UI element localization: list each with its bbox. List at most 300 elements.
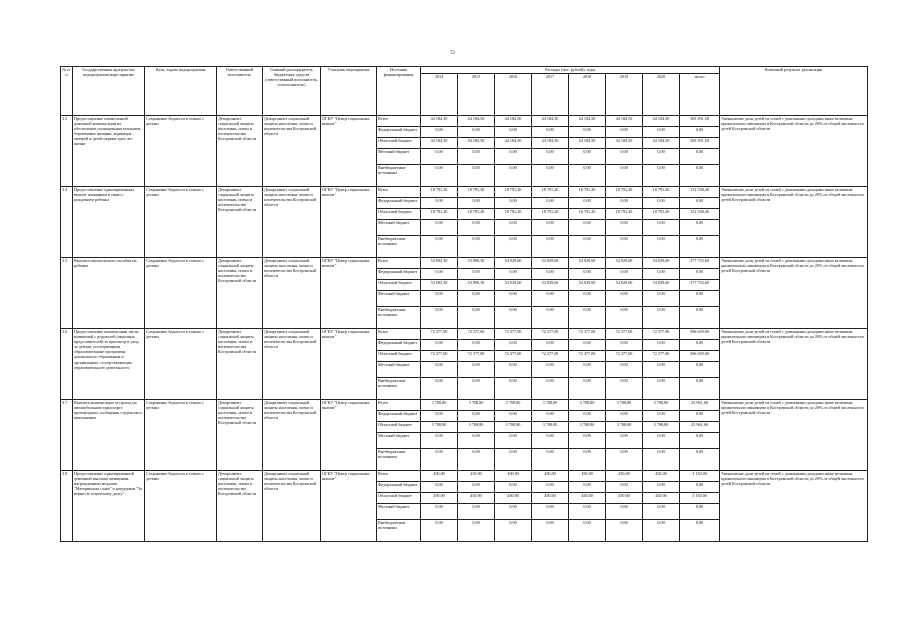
value-cell: 0,00 <box>643 198 680 209</box>
value-cell: 0,00 <box>532 291 569 307</box>
value-cell: 0,00 <box>643 291 680 307</box>
value-cell: 450,00 <box>532 471 569 482</box>
value-cell: 0,00 <box>495 504 532 520</box>
value-cell: 3 708,80 <box>458 400 495 411</box>
value-cell: 3 150,00 <box>680 471 720 482</box>
header-year: 2017 <box>532 74 569 116</box>
source-label: Всего <box>377 471 421 482</box>
row-goal: Сохранение бедности в семьях с детьми <box>145 400 217 471</box>
header-participant: Участник мероприятия <box>321 67 377 116</box>
value-cell: 53 693,30 <box>421 258 458 269</box>
value-cell: 450,00 <box>569 493 606 504</box>
value-cell: 18 791,20 <box>569 187 606 198</box>
value-cell: 0,00 <box>458 291 495 307</box>
value-cell: 0,00 <box>606 220 643 236</box>
row-executor: Департамент социальной защиты населения, опеки и попечительства Костромской области <box>217 400 263 471</box>
value-cell: 0,00 <box>643 269 680 280</box>
value-cell: 54 029,60 <box>569 280 606 291</box>
value-cell: 450,00 <box>643 493 680 504</box>
value-cell: 18 791,20 <box>458 209 495 220</box>
value-cell: 0,00 <box>532 340 569 351</box>
value-cell: 0,00 <box>569 236 606 258</box>
row-goal: Сохранение бедности в семьях с детьми <box>145 258 217 329</box>
value-cell: 0,00 <box>421 520 458 542</box>
row-participant: ОГКУ "Центр социальных выплат" <box>321 187 377 258</box>
value-cell: 0,00 <box>643 482 680 493</box>
value-cell: 0,00 <box>421 269 458 280</box>
table-row <box>61 116 868 127</box>
value-cell: 0,00 <box>458 504 495 520</box>
value-cell: 72 377,00 <box>421 329 458 340</box>
value-cell: 18 791,20 <box>569 209 606 220</box>
value-cell: 0,00 <box>495 520 532 542</box>
value-cell: 0,00 <box>606 307 643 329</box>
value-cell: 0,00 <box>421 291 458 307</box>
value-cell: 450,00 <box>606 493 643 504</box>
value-cell: 54 029,60 <box>532 280 569 291</box>
row-result: Уменьшение доли детей из семей с денежными доходами ниже величины прожиточного минимума в Костромской области до 20% от общей численности детей Костромской области <box>720 116 868 187</box>
row-participant: ОГКУ "Центр социальных выплат" <box>321 258 377 329</box>
source-label: Всего <box>377 400 421 411</box>
row-manager: Департамент социальной защиты населения, опеки и попечительства Костромской области <box>263 258 321 329</box>
header-source: Источник финансирования <box>377 67 421 116</box>
value-cell: 44 184,50 <box>532 138 569 149</box>
value-cell: 44 184,50 <box>643 116 680 127</box>
source-label: Областной бюджет <box>377 209 421 220</box>
value-cell: 0,00 <box>458 433 495 449</box>
value-cell: 0,00 <box>606 291 643 307</box>
value-cell: 0,00 <box>643 520 680 542</box>
value-cell: 0,00 <box>532 504 569 520</box>
value-cell: 131 538,40 <box>680 187 720 198</box>
header-goal: Цель, задача подпрограммы <box>145 67 217 116</box>
value-cell: 18 791,20 <box>495 209 532 220</box>
value-cell: 450,00 <box>532 493 569 504</box>
value-cell: 3 708,80 <box>643 400 680 411</box>
value-cell: 0,00 <box>680 362 720 378</box>
value-cell: 3 708,80 <box>606 400 643 411</box>
value-cell: 450,00 <box>569 471 606 482</box>
source-label: Внебюджетные источники <box>377 236 421 258</box>
value-cell: 0,00 <box>458 307 495 329</box>
value-cell: 44 184,50 <box>643 138 680 149</box>
row-participant: ОГКУ "Центр социальных выплат" <box>321 329 377 400</box>
value-cell: 0,00 <box>643 236 680 258</box>
header-year: 2019 <box>606 74 643 116</box>
value-cell: 0,00 <box>532 482 569 493</box>
row-number: 3.8 <box>61 471 73 542</box>
value-cell: 0,00 <box>495 411 532 422</box>
value-cell: 0,00 <box>421 236 458 258</box>
value-cell: 0,00 <box>643 449 680 471</box>
value-cell: 0,00 <box>643 149 680 165</box>
page-number: 72 <box>450 51 455 56</box>
value-cell: 0,00 <box>495 236 532 258</box>
value-cell: 3 150,00 <box>680 493 720 504</box>
row-manager: Департамент социальной защиты населения, опеки и попечительства Костромской области <box>263 329 321 400</box>
value-cell: 450,00 <box>458 493 495 504</box>
value-cell: 0,00 <box>606 165 643 187</box>
value-cell: 0,00 <box>606 411 643 422</box>
value-cell: 506 639,00 <box>680 351 720 362</box>
value-cell: 44 184,50 <box>606 138 643 149</box>
value-cell: 0,00 <box>532 449 569 471</box>
source-label: Внебюджетные источники <box>377 449 421 471</box>
value-cell: 0,00 <box>569 433 606 449</box>
header-year: 2018 <box>569 74 606 116</box>
value-cell: 0,00 <box>606 520 643 542</box>
row-program: Выплата компенсации за проезд на автомобильном транспорте пригородного сообщения студентам и школьникам <box>73 400 145 471</box>
row-number: 3.6 <box>61 329 73 400</box>
row-program: Предоставление единовременной денежной выплаты женщинам, награжденным медалью "Материнская слава" и нагрудным "За верность отцовскому долгу" <box>73 471 145 542</box>
value-cell: 0,00 <box>643 378 680 400</box>
row-executor: Департамент социальной защиты населения, опеки и попечительства Костромской области <box>217 471 263 542</box>
value-cell: 72 377,00 <box>643 351 680 362</box>
row-executor: Департамент социальной защиты населения, опеки и попечительства Костромской области <box>217 116 263 187</box>
value-cell: 0,00 <box>421 307 458 329</box>
value-cell: 54 029,60 <box>606 280 643 291</box>
value-cell: 18 791,20 <box>532 209 569 220</box>
value-cell: 72 377,00 <box>569 329 606 340</box>
value-cell: 0,00 <box>680 198 720 209</box>
value-cell: 450,00 <box>421 471 458 482</box>
table-row <box>61 187 868 198</box>
value-cell: 25 961,60 <box>680 400 720 411</box>
value-cell: 0,00 <box>569 482 606 493</box>
source-label: Местный бюджет <box>377 362 421 378</box>
source-label: Областной бюджет <box>377 493 421 504</box>
value-cell: 0,00 <box>532 165 569 187</box>
row-manager: Департамент социальной защиты населения, опеки и попечительства Костромской области <box>263 471 321 542</box>
header-expenses: Расходы (тыс. рублей), годы <box>421 67 720 74</box>
value-cell: 0,00 <box>680 449 720 471</box>
row-executor: Департамент социальной защиты населения, опеки и попечительства Костромской области <box>217 258 263 329</box>
row-participant: ОГКУ "Центр социальных выплат" <box>321 471 377 542</box>
table-row <box>61 329 868 340</box>
header-result: Конечный результат реализации <box>720 67 868 116</box>
value-cell: 0,00 <box>680 291 720 307</box>
table-body <box>61 116 868 542</box>
value-cell: 0,00 <box>680 520 720 542</box>
value-cell: 0,00 <box>680 340 720 351</box>
value-cell: 0,00 <box>458 449 495 471</box>
value-cell: 450,00 <box>421 493 458 504</box>
value-cell: 54 029,60 <box>606 258 643 269</box>
value-cell: 0,00 <box>680 220 720 236</box>
value-cell: 44 184,50 <box>569 138 606 149</box>
value-cell: 0,00 <box>458 378 495 400</box>
row-number: 3.7 <box>61 400 73 471</box>
value-cell: 72 377,00 <box>458 329 495 340</box>
value-cell: 0,00 <box>680 165 720 187</box>
header-year-total: итого <box>680 74 720 116</box>
value-cell: 0,00 <box>421 362 458 378</box>
value-cell: 0,00 <box>606 269 643 280</box>
value-cell: 0,00 <box>495 127 532 138</box>
value-cell: 0,00 <box>532 149 569 165</box>
value-cell: 0,00 <box>458 340 495 351</box>
value-cell: 18 791,20 <box>606 187 643 198</box>
value-cell: 44 184,50 <box>458 138 495 149</box>
source-label: Всего <box>377 116 421 127</box>
value-cell: 0,00 <box>606 127 643 138</box>
value-cell: 0,00 <box>569 127 606 138</box>
value-cell: 0,00 <box>606 433 643 449</box>
value-cell: 0,00 <box>643 340 680 351</box>
value-cell: 0,00 <box>421 449 458 471</box>
source-label: Внебюджетные источники <box>377 165 421 187</box>
value-cell: 54 029,60 <box>495 280 532 291</box>
value-cell: 54 029,60 <box>643 258 680 269</box>
value-cell: 0,00 <box>532 433 569 449</box>
source-label: Местный бюджет <box>377 504 421 520</box>
value-cell: 25 961,60 <box>680 422 720 433</box>
value-cell: 0,00 <box>532 362 569 378</box>
value-cell: 0,00 <box>569 220 606 236</box>
value-cell: 0,00 <box>532 520 569 542</box>
value-cell: 0,00 <box>495 362 532 378</box>
value-cell: 0,00 <box>495 165 532 187</box>
table-row <box>61 400 868 411</box>
value-cell: 0,00 <box>680 482 720 493</box>
value-cell: 0,00 <box>458 149 495 165</box>
value-cell: 0,00 <box>606 482 643 493</box>
row-result: Уменьшение доли детей из семей с денежными доходами ниже величины прожиточного минимума в Костромской области до 20% от общей численности детей Костромской области <box>720 329 868 400</box>
value-cell: 0,00 <box>643 433 680 449</box>
value-cell: 0,00 <box>458 220 495 236</box>
value-cell: 44 184,50 <box>606 116 643 127</box>
value-cell: 0,00 <box>495 149 532 165</box>
source-label: Федеральный бюджет <box>377 198 421 209</box>
value-cell: 0,00 <box>569 411 606 422</box>
value-cell: 72 377,00 <box>532 329 569 340</box>
source-label: Всего <box>377 258 421 269</box>
row-manager: Департамент социальной защиты населения, опеки и попечительства Костромской области <box>263 187 321 258</box>
row-program: Предоставление компенсации части, взимаемой с родителей (законных представителей) за присмотр и уход за детьми, посещающими образовательные программы дошкольного образования в организациях, осуществляющих образовательную деятельность <box>73 329 145 400</box>
value-cell: 0,00 <box>643 307 680 329</box>
value-cell: 0,00 <box>458 236 495 258</box>
value-cell: 0,00 <box>532 269 569 280</box>
header-num: № п/п <box>61 67 73 116</box>
value-cell: 0,00 <box>680 149 720 165</box>
value-cell: 0,00 <box>421 504 458 520</box>
value-cell: 72 377,00 <box>421 351 458 362</box>
value-cell: 3 708,80 <box>569 400 606 411</box>
value-cell: 72 377,00 <box>606 329 643 340</box>
value-cell: 72 377,00 <box>458 351 495 362</box>
value-cell: 0,00 <box>532 127 569 138</box>
value-cell: 131 538,40 <box>680 209 720 220</box>
value-cell: 44 184,50 <box>458 116 495 127</box>
value-cell: 54 029,60 <box>569 258 606 269</box>
value-cell: 0,00 <box>495 340 532 351</box>
value-cell: 0,00 <box>606 378 643 400</box>
value-cell: 3 708,80 <box>532 400 569 411</box>
value-cell: 44 184,50 <box>495 138 532 149</box>
header-year: 2014 <box>421 74 458 116</box>
value-cell: 0,00 <box>495 291 532 307</box>
value-cell: 0,00 <box>569 165 606 187</box>
value-cell: 72 377,00 <box>569 351 606 362</box>
value-cell: 54 029,60 <box>495 258 532 269</box>
value-cell: 0,00 <box>421 411 458 422</box>
value-cell: 377 733,60 <box>680 258 720 269</box>
value-cell: 44 184,50 <box>421 138 458 149</box>
header-year: 2016 <box>495 74 532 116</box>
value-cell: 3 708,80 <box>495 400 532 411</box>
row-participant: ОГКУ "Центр социальных выплат" <box>321 116 377 187</box>
source-label: Федеральный бюджет <box>377 411 421 422</box>
table-row <box>61 258 868 269</box>
value-cell: 0,00 <box>458 269 495 280</box>
value-cell: 0,00 <box>532 307 569 329</box>
value-cell: 0,00 <box>532 378 569 400</box>
header-manager: Главный распорядитель бюджетных средств (ответственный исполнитель, соисполнитель) <box>263 67 321 116</box>
value-cell: 3 708,80 <box>421 400 458 411</box>
row-program: Предоставление ежемесячной денежной компенсации на обеспечение полноценным питанием беременных женщин, кормящих матерей и детей первых трех лет жизни <box>73 116 145 187</box>
row-manager: Департамент социальной защиты населения, опеки и попечительства Костромской области <box>263 116 321 187</box>
value-cell: 0,00 <box>606 198 643 209</box>
value-cell: 3 708,80 <box>495 422 532 433</box>
value-cell: 0,00 <box>643 220 680 236</box>
value-cell: 0,00 <box>643 411 680 422</box>
value-cell: 0,00 <box>569 149 606 165</box>
value-cell: 450,00 <box>643 471 680 482</box>
value-cell: 0,00 <box>569 291 606 307</box>
row-goal: Сохранение бедности в семьях с детьми <box>145 116 217 187</box>
source-label: Областной бюджет <box>377 138 421 149</box>
value-cell: 44 184,50 <box>569 116 606 127</box>
source-label: Местный бюджет <box>377 149 421 165</box>
row-program: Предоставление единовременных выплат женщинам в связи с рождением ребенка <box>73 187 145 258</box>
value-cell: 54 029,60 <box>532 258 569 269</box>
value-cell: 0,00 <box>569 378 606 400</box>
value-cell: 18 791,20 <box>458 187 495 198</box>
value-cell: 0,00 <box>458 411 495 422</box>
source-label: Местный бюджет <box>377 433 421 449</box>
row-number: 3.3 <box>61 116 73 187</box>
value-cell: 18 791,20 <box>643 209 680 220</box>
value-cell: 44 184,50 <box>421 116 458 127</box>
value-cell: 377 733,60 <box>680 280 720 291</box>
value-cell: 0,00 <box>495 198 532 209</box>
value-cell: 18 791,20 <box>421 209 458 220</box>
value-cell: 72 377,00 <box>495 351 532 362</box>
row-number: 3.5 <box>61 258 73 329</box>
value-cell: 0,00 <box>680 504 720 520</box>
table-row <box>61 471 868 482</box>
value-cell: 0,00 <box>569 307 606 329</box>
value-cell: 450,00 <box>606 471 643 482</box>
source-label: Внебюджетные источники <box>377 520 421 542</box>
header-year: 2015 <box>458 74 495 116</box>
source-label: Федеральный бюджет <box>377 127 421 138</box>
source-label: Федеральный бюджет <box>377 482 421 493</box>
value-cell: 0,00 <box>495 307 532 329</box>
program-table <box>60 66 868 542</box>
value-cell: 0,00 <box>495 220 532 236</box>
value-cell: 0,00 <box>606 236 643 258</box>
row-goal: Сохранение бедности в семьях с детьми <box>145 329 217 400</box>
value-cell: 0,00 <box>532 198 569 209</box>
value-cell: 0,00 <box>569 449 606 471</box>
value-cell: 506 639,00 <box>680 329 720 340</box>
value-cell: 72 377,00 <box>606 351 643 362</box>
value-cell: 44 184,50 <box>495 116 532 127</box>
value-cell: 0,00 <box>421 220 458 236</box>
value-cell: 0,00 <box>680 433 720 449</box>
value-cell: 0,00 <box>606 504 643 520</box>
value-cell: 0,00 <box>643 504 680 520</box>
source-label: Местный бюджет <box>377 220 421 236</box>
value-cell: 0,00 <box>680 307 720 329</box>
value-cell: 0,00 <box>495 449 532 471</box>
value-cell: 0,00 <box>421 340 458 351</box>
row-participant: ОГКУ "Центр социальных выплат" <box>321 400 377 471</box>
value-cell: 0,00 <box>421 149 458 165</box>
value-cell: 18 791,20 <box>421 187 458 198</box>
value-cell: 0,00 <box>680 236 720 258</box>
value-cell: 309 291,50 <box>680 116 720 127</box>
value-cell: 18 791,20 <box>495 187 532 198</box>
value-cell: 3 708,80 <box>421 422 458 433</box>
value-cell: 0,00 <box>569 504 606 520</box>
source-label: Областной бюджет <box>377 280 421 291</box>
source-label: Всего <box>377 187 421 198</box>
value-cell: 0,00 <box>458 362 495 378</box>
source-label: Местный бюджет <box>377 291 421 307</box>
header-year: 2020 <box>643 74 680 116</box>
value-cell: 44 184,50 <box>532 116 569 127</box>
value-cell: 0,00 <box>421 127 458 138</box>
value-cell: 0,00 <box>495 378 532 400</box>
value-cell: 0,00 <box>458 520 495 542</box>
value-cell: 0,00 <box>421 198 458 209</box>
value-cell: 3 708,80 <box>606 422 643 433</box>
value-cell: 450,00 <box>458 471 495 482</box>
value-cell: 0,00 <box>680 269 720 280</box>
value-cell: 18 791,20 <box>643 187 680 198</box>
value-cell: 18 791,20 <box>606 209 643 220</box>
value-cell: 0,00 <box>680 127 720 138</box>
row-result: Уменьшение доли детей из семей с денежными доходами ниже величины прожиточного минимума в Костромской области до 20% от общей численности детей Костромской области <box>720 400 868 471</box>
value-cell: 18 791,20 <box>532 187 569 198</box>
row-result: Уменьшение доли детей из семей с денежными доходами ниже величины прожиточного минимума в Костромской области до 20% от общей численности детей Костромской области <box>720 187 868 258</box>
value-cell: 3 708,80 <box>532 422 569 433</box>
value-cell: 450,00 <box>495 471 532 482</box>
row-number: 3.4 <box>61 187 73 258</box>
value-cell: 3 708,80 <box>458 422 495 433</box>
value-cell: 0,00 <box>680 411 720 422</box>
value-cell: 0,00 <box>680 378 720 400</box>
value-cell: 0,00 <box>495 269 532 280</box>
value-cell: 0,00 <box>421 378 458 400</box>
value-cell: 0,00 <box>421 433 458 449</box>
source-label: Внебюджетные источники <box>377 378 421 400</box>
row-result: Уменьшение доли детей из семей с денежными доходами ниже величины прожиточного минимума в Костромской области до 20% от общей численности детей Костромской области <box>720 258 868 329</box>
row-result: Уменьшение доли детей из семей с денежными доходами ниже величины прожиточного минимума в Костромской области до 20% от общей численности детей Костромской области <box>720 471 868 542</box>
value-cell: 0,00 <box>569 362 606 378</box>
header-row <box>61 67 868 74</box>
value-cell: 0,00 <box>569 520 606 542</box>
value-cell: 0,00 <box>458 165 495 187</box>
source-label: Федеральный бюджет <box>377 340 421 351</box>
value-cell: 0,00 <box>569 340 606 351</box>
value-cell: 53 890,30 <box>458 280 495 291</box>
value-cell: 53 693,30 <box>421 280 458 291</box>
value-cell: 72 377,00 <box>643 329 680 340</box>
row-manager: Департамент социальной защиты населения, опеки и попечительства Костромской области <box>263 400 321 471</box>
